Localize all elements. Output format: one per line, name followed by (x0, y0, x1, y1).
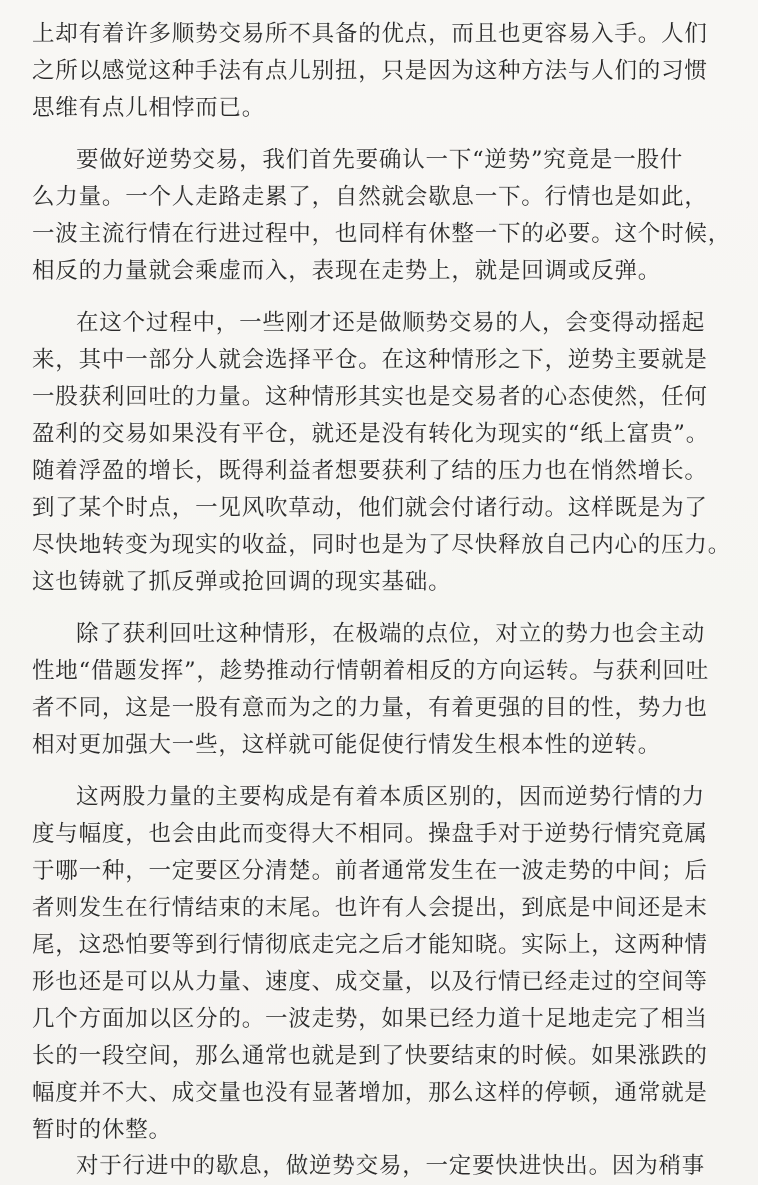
text-line-27: 长的一段空间，那么通常也就是到了快要结束的时候。如果涨跌的 (32, 1043, 708, 1069)
text-line-23: 者则发生在行情结束的末尾。也许有人会提出，到底是中间还是末 (32, 895, 708, 921)
text-line-9: 来，其中一部分人就会选择平仓。在这种情形之下，逆势主要就是 (32, 347, 708, 373)
text-line-5: 么力量。一个人走路走累了，自然就会歇息一下。行情也是如此， (32, 184, 708, 210)
text-line-22: 于哪一种，一定要区分清楚。前者通常发生在一波走势的中间；后 (32, 858, 708, 884)
text-line-10: 一股获利回吐的力量。这种情形其实也是交易者的心态使然，任何 (32, 384, 708, 410)
text-line-19: 相对更加强大一些，这样就可能促使行情发生根本性的逆转。 (32, 732, 662, 758)
text-line-29: 暂时的休整。 (32, 1117, 172, 1143)
text-line-17: 性地“借题发挥”，趁势推动行情朝着相反的方向运转。与获利回吐 (32, 658, 710, 684)
text-line-28: 幅度并不大、成交量也没有显著增加，那么这样的停顿，通常就是 (32, 1080, 708, 1106)
text-line-3: 思维有点儿相悖而已。 (32, 95, 266, 121)
text-line-4: 要做好逆势交易，我们首先要确认一下“逆势”究竟是一股什 (76, 147, 684, 173)
text-line-12: 随着浮盈的增长，既得利益者想要获利了结的压力也在悄然增长。 (32, 458, 708, 484)
text-line-14: 尽快地转变为现实的收益，同时也是为了尽快释放自己内心的压力。 (32, 532, 732, 558)
text-line-30: 对于行进中的歇息，做逆势交易，一定要快进快出。因为稍事 (76, 1153, 706, 1179)
text-line-11: 盈利的交易如果没有平仓，就还是没有转化为现实的“纸上富贵”。 (32, 421, 710, 447)
text-line-1: 上却有着许多顺势交易所不具备的优点，而且也更容易入手。人们 (32, 21, 708, 47)
text-line-8: 在这个过程中，一些刚才还是做顺势交易的人，会变得动摇起 (76, 310, 706, 336)
text-line-2: 之所以感觉这种手法有点儿别扭，只是因为这种方法与人们的习惯 (32, 58, 708, 84)
text-line-6: 一波主流行情在行进过程中，也同样有休整一下的必要。这个时候， (32, 221, 732, 247)
text-line-13: 到了某个时点，一见风吹草动，他们就会付诸行动。这样既是为了 (32, 495, 708, 521)
text-line-18: 者不同，这是一股有意而为之的力量，有着更强的目的性，势力也 (32, 695, 708, 721)
text-line-26: 几个方面加以区分的。一波走势，如果已经力道十足地走完了相当 (32, 1006, 708, 1032)
text-line-21: 度与幅度，也会由此而变得大不相同。操盘手对于逆势行情究竟属 (32, 821, 708, 847)
text-line-15: 这也铸就了抓反弹或抢回调的现实基础。 (32, 569, 452, 595)
text-line-16: 除了获利回吐这种情形，在极端的点位，对立的势力也会主动 (76, 621, 706, 647)
text-line-25: 形也还是可以从力量、速度、成交量，以及行情已经走过的空间等 (32, 969, 708, 995)
text-line-20: 这两股力量的主要构成是有着本质区别的，因而逆势行情的力 (76, 784, 706, 810)
text-line-7: 相反的力量就会乘虚而入，表现在走势上，就是回调或反弹。 (32, 258, 662, 284)
text-line-24: 尾，这恐怕要等到行情彻底走完之后才能知晓。实际上，这两种情 (32, 932, 708, 958)
